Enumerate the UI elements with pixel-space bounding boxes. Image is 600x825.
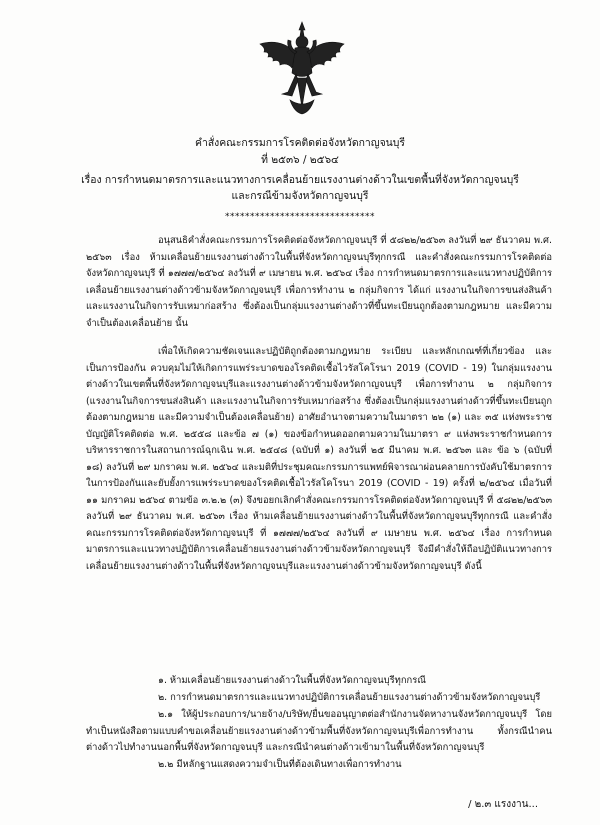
list-item-2: ๒. การกำหนดมาตรการและแนวทางปฏิบัติการเคลื่อนย้ายแรงงานต่างด้าวข้ามจังหวัดกาญจนบุรี bbox=[158, 692, 541, 703]
continuation-marker: / ๒.๓ แรงงาน... bbox=[468, 799, 538, 810]
separator: ****************************** bbox=[225, 212, 375, 222]
order-subject-continued: และกรณีข้ามจังหวัดกาญจนบุรี bbox=[231, 190, 369, 202]
paragraph-2-text: เพื่อให้เกิดความชัดเจนและปฏิบัติถูกต้องตามกฎหมาย ระเบียบ และหลักเกณฑ์ที่เกี่ยวข้อง และเป็นการป้องกัน ควบคุมไม่ให้เกิดการแพร่ระบาดของโรคติดเชื้อไวรัสโคโรนา 2019 (COVID - 19) ในกลุ่มแรงงานต่างด้าวในเขตพื้นที่จังหวัดกาญจนบุรีและแรงงานต่างด้าวข้ามจังหวัดกาญจนบุรี เพื่อการทำงาน ๒ กลุ่มกิจการ (แรงงานในกิจการขนส่งสินค้า และแรงงานในกิจการรับเหมาก่อสร้าง ซึ่งต้องเป็นกลุ่มแรงงานต่างด้าวที่ขึ้นทะเบียนถูกต้องตามกฎหมาย และมีความจำเป็นต้องเคลื่อนย้าย) อาศัยอำนาจตามความในมาตรา ๒๒ (๑) และ ๓๕ แห่งพระราชบัญญัติโรคติดต่อ พ.ศ. ๒๕๕๘ และข้อ ๗ (๑) ของข้อกำหนดออกตามความในมาตรา ๙ แห่งพระราชกำหนดการบริหารราชการในสถานการณ์ฉุกเฉิน พ.ศ. ๒๕๔๘ (ฉบับที่ ๑) ลงวันที่ ๒๕ มีนาคม พ.ศ. ๒๕๖๓ และ ข้อ ๖ (ฉบับที่ ๑๘) ลงวันที่ ๒๙ มกราคม พ.ศ. ๒๕๖๔ และมติที่ประชุมคณะกรรมการแพทย์พิจารณาผ่อนคลายการบังคับใช้มาตรการในการป้องกันและยับยั้งการแพร่ระบาดของโรคติดเชื้อไวรัสโคโรนา 2019 (COVID - 19) ครั้งที่ ๒/๒๕๖๔ เมื่อวันที่ ๑๑ มกราคม ๒๕๖๔ ตามข้อ ๓.๒.๒ (๓) จึงขอยกเลิกคำสั่งคณะกรรมการโรคติดต่อจังหวัดกาญจนบุรี ที่ ๕๘๒๒/๒๕๖๓ ลงวันที่ ๒๙ ธันวาคม พ.ศ. ๒๕๖๓ เรื่อง ห้ามเคลื่อนย้ายแรงงานต่างด้าวในพื้นที่จังหวัดกาญจนบุรีทุกกรณี และคำสั่งคณะกรรมการโรคติดต่อจังหวัดกาญจนบุรี ที่ ๑๗๗๗/๒๕๖๔ ลงวันที่ ๙ เมษายน พ.ศ. ๒๕๖๔ เรื่อง การกำหนดมาตรการและแนวทางปฏิบัติการเคลื่อนย้ายแรงงานต่างด้าวข้ามจังหวัดกาญจนบุรี จึงมีคำสั่งให้ถือปฏิบัติแนวทางการเคลื่อนย้ายแรงงานต่างด้าวในพื้นที่จังหวัดกาญจนบุรีและแรงงานต่างด้าวข้ามจังหวัดกาญจนบุรี ดังนี้ bbox=[86, 346, 552, 572]
list-item-2-1 bbox=[86, 707, 552, 757]
list-item-2-2: ๒.๒ มีหลักฐานแสดงความจำเป็นที่ต้องเดินทางเพื่อการทำงาน bbox=[158, 759, 402, 770]
order-title: คำสั่งคณะกรรมการโรคติดต่อจังหวัดกาญจนบุรี bbox=[195, 137, 405, 149]
list-item-2-1-text: ๒.๑ ให้ผู้ประกอบการ/นายจ้าง/บริษัท/ยื่นขออนุญาตต่อสำนักงานจัดหางานจังหวัดกาญจนบุรี โดยทำเป็นหนังสือตามแบบคำขอเคลื่อนย้ายแรงงานต่างด้าวข้ามพื้นที่จังหวัดกาญจนบุรีเพื่อการทำงาน ทั้งกรณีนำคนต่างด้าวไปทำงานนอกพื้นที่จังหวัดกาญจนบุรี และกรณีนำคนต่างด้าวเข้ามาในพื้นที่จังหวัดกาญจนบุรี bbox=[86, 709, 552, 753]
paragraph-1-text: อนุสนธิคำสั่งคณะกรรมการโรคติดต่อจังหวัดกาญจนบุรี ที่ ๕๘๒๒/๒๕๖๓ ลงวันที่ ๒๙ ธันวาคม พ.ศ. ๒๕๖๓ เรื่อง ห้ามเคลื่อนย้ายแรงงานต่างด้าวในพื้นที่จังหวัดกาญจนบุรีทุกกรณี และคำสั่งคณะกรรมการโรคติดต่อจังหวัดกาญจนบุรี ที่ ๑๗๗๗/๒๕๖๔ ลงวันที่ ๙ เมษายน พ.ศ. ๒๕๖๔ เรื่อง การกำหนดมาตรการและแนวทางปฏิบัติการเคลื่อนย้ายแรงงานต่างด้าวข้ามจังหวัดกาญจนบุรี เพื่อการทำงาน ๒ กลุ่มกิจการ ได้แก่ แรงงานในกิจการขนส่งสินค้า และแรงงานในกิจการรับเหมาก่อสร้าง ซึ่งต้องเป็นกลุ่มแรงงานต่างด้าวที่ขึ้นทะเบียนถูกต้องตามกฎหมาย และมีความจำเป็นต้องเคลื่อนย้าย นั้น bbox=[86, 235, 552, 329]
garuda-emblem-icon bbox=[252, 18, 352, 118]
list-item-1: ๑. ห้ามเคลื่อนย้ายแรงงานต่างด้าวในพื้นที่จังหวัดกาญจนบุรีทุกกรณี bbox=[158, 675, 426, 686]
paragraph-1 bbox=[86, 233, 552, 332]
order-subject: เรื่อง การกำหนดมาตรการและแนวทางการเคลื่อนย้ายแรงงานต่างด้าวในเขตพื้นที่จังหวัดกาญจนบุรี bbox=[81, 174, 519, 186]
order-number: ที่ ๒๕๓๖ / ๒๕๖๔ bbox=[261, 154, 339, 166]
paragraph-2 bbox=[86, 344, 552, 575]
